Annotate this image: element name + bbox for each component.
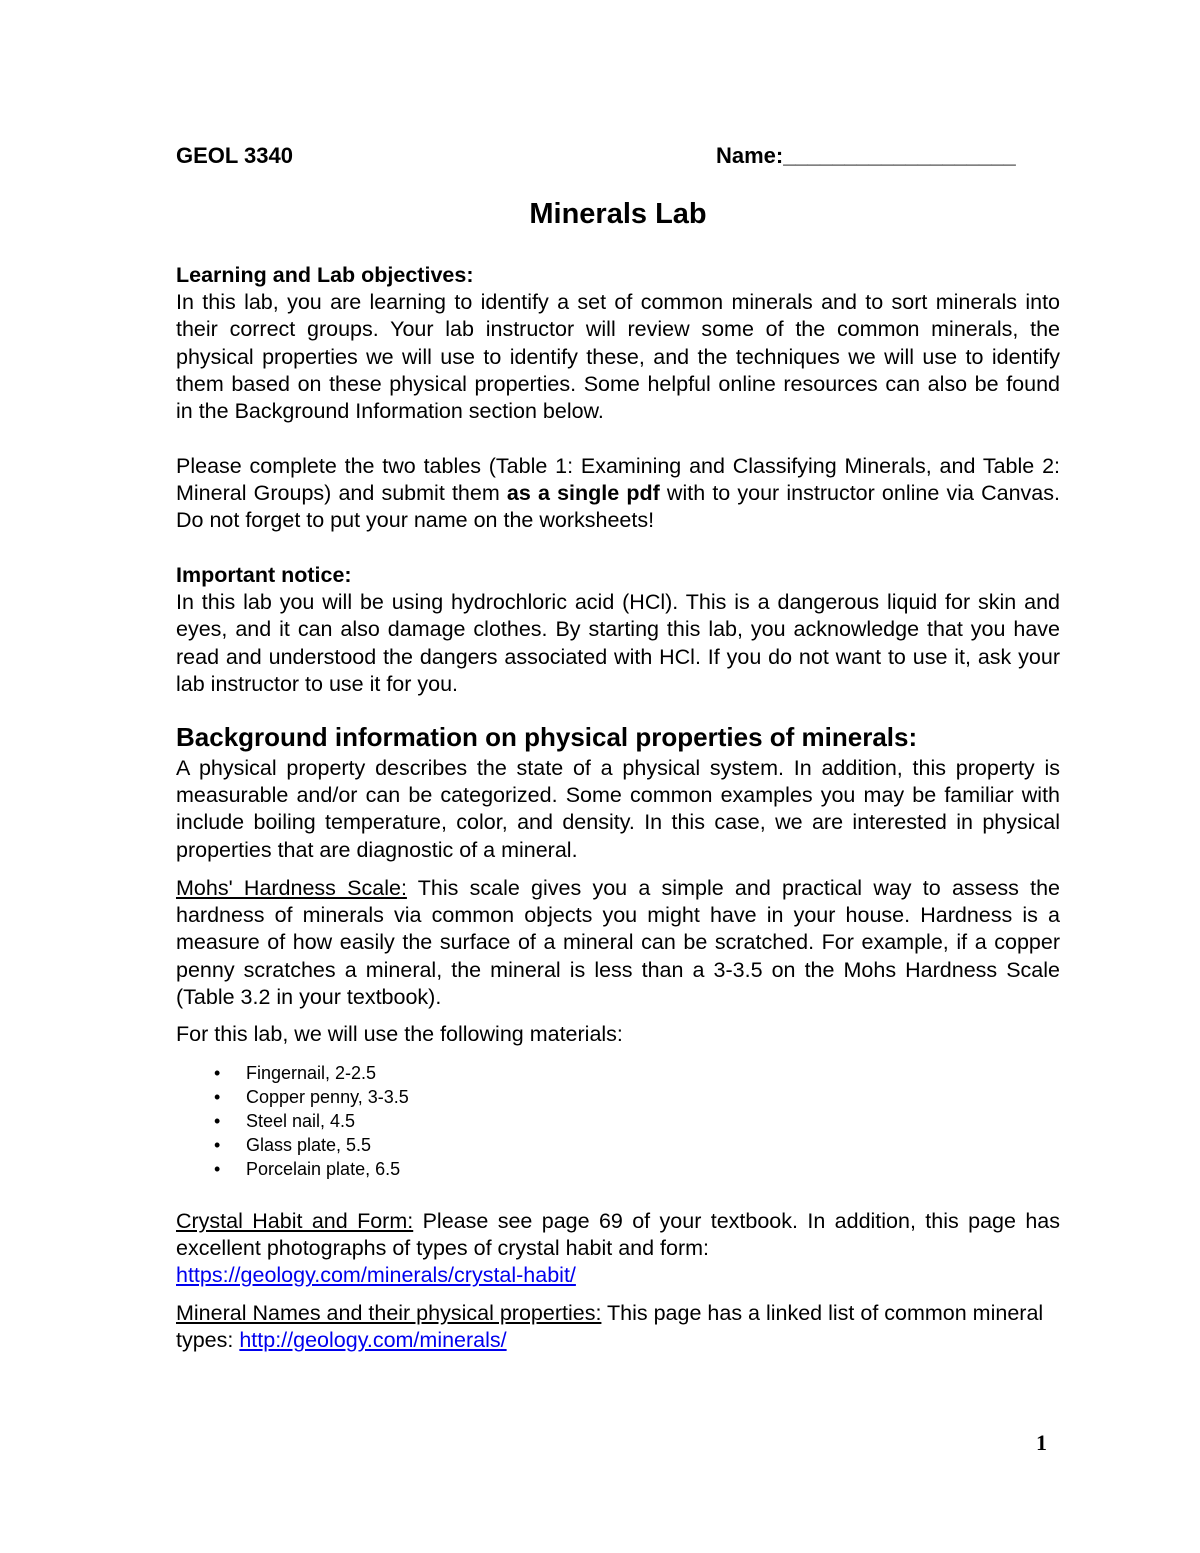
- bullet-icon: •: [214, 1159, 221, 1179]
- mohs-paragraph: [176, 875, 1060, 1011]
- list-item: • Steel nail, 4.5: [214, 1111, 356, 1131]
- page-number: 1: [1036, 1430, 1047, 1455]
- notice-heading: Important notice:: [176, 563, 352, 587]
- crystal-habit-paragraph: [176, 1208, 1060, 1290]
- submission-emphasis: as a single pdf: [506, 481, 660, 506]
- objectives-section: [176, 262, 1060, 425]
- crystal-habit-label: Crystal Habit and Form:: [176, 1209, 414, 1233]
- background-paragraph: A physical property describes the state of a physical system. In addition, this property is measurable and/or can be categorized. Some common examples you may be familiar with include boiling temperature, color, and density. In this case, we are interested in physical properties that are diagnostic of a mineral.: [176, 756, 1060, 862]
- materials-intro: For this lab, we will use the following materials:: [176, 1022, 623, 1046]
- bullet-icon: •: [214, 1063, 221, 1083]
- notice-paragraph: In this lab you will be using hydrochloric acid (HCl). This is a dangerous liquid for skin and eyes, and it can also damage clothes. By starting this lab, you acknowledge that you have read and understood the dangers associated with HCl. If you do not want to use it, ask your lab instructor to use it for you.: [176, 590, 1060, 696]
- materials-list: [176, 1061, 409, 1181]
- document-header: [176, 143, 1060, 173]
- mineral-names-label: Mineral Names and their physical properties:: [176, 1301, 602, 1325]
- crystal-habit-text: Please see page 69 of your textbook. In addition, this page has excellent photographs of types of crystal habit and form:: [176, 1209, 1061, 1261]
- objectives-heading: Learning and Lab objectives:: [176, 263, 474, 287]
- course-code: GEOL 3340: [176, 143, 293, 168]
- crystal-habit-link[interactable]: https://geology.com/minerals/crystal-habit/: [176, 1263, 576, 1288]
- list-item: • Fingernail, 2-2.5: [214, 1063, 377, 1083]
- list-item: • Porcelain plate, 6.5: [214, 1159, 401, 1179]
- submission-text-before: Please complete the two tables (Table 1: Examining and Classifying Minerals, and Table 2: Mineral Groups) and submit them: [176, 454, 1060, 506]
- mineral-names-text: This page has a linked list of common mineral types:: [176, 1301, 1044, 1353]
- notice-section: [176, 562, 1060, 698]
- submission-text-after: with to your instructor online via Canvas. Do not forget to put your name on the worksheets!: [176, 481, 1060, 533]
- bullet-icon: •: [214, 1135, 221, 1155]
- bullet-icon: •: [214, 1111, 221, 1131]
- list-item: • Glass plate, 5.5: [214, 1135, 372, 1155]
- objectives-paragraph: In this lab, you are learning to identify a set of common minerals and to sort minerals into their correct groups. Your lab instructor will review some of the common minerals, the physical properties we will use to identify these, and the techniques we will use to identify them based on these physical properties. Some helpful online resources can also be found in the Background Information section below.: [176, 290, 1060, 424]
- mineral-names-link[interactable]: http://geology.com/minerals/: [239, 1328, 507, 1353]
- mineral-names-paragraph: [176, 1300, 1060, 1354]
- background-heading: Background information on physical properties of minerals:: [176, 722, 918, 752]
- page-title: Minerals Lab: [529, 198, 707, 230]
- mohs-text: This scale gives you a simple and practical way to assess the hardness of minerals via common objects you might have in your house. Hardness is a measure of how easily the surface of a mineral can be scratched. For example, if a copper penny scratches a mineral, the mineral is less than a 3-3.5 on the Mohs Hardness Scale (Table 3.2 in your textbook).: [176, 876, 1060, 1009]
- mohs-label: Mohs' Hardness Scale:: [176, 876, 407, 900]
- submission-paragraph: [176, 453, 1060, 535]
- bullet-icon: •: [214, 1087, 221, 1107]
- list-item: • Copper penny, 3-3.5: [214, 1087, 409, 1107]
- name-field-label[interactable]: Name:___________________: [716, 143, 1016, 168]
